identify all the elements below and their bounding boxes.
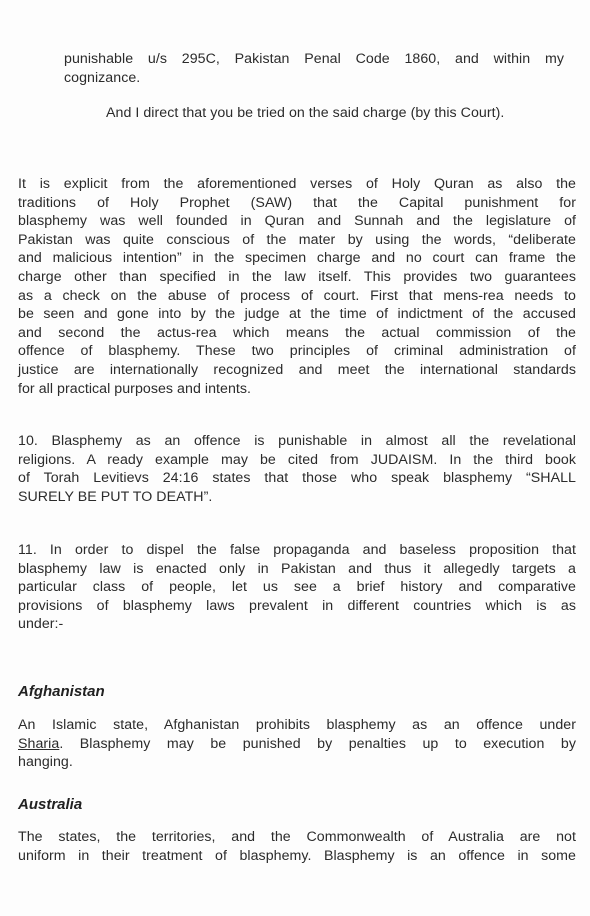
text-segment: . Blasphemy may be punished by penalties up to execution by <box>59 735 576 752</box>
text-line: Pakistan was quite conscious of the mater by using the words, “deliberate <box>18 231 576 248</box>
text-line: 10. Blasphemy as an offence is punishable in almost all the revelational <box>18 433 576 449</box>
paragraph-australia <box>18 828 576 865</box>
text-line: justice are internationally recognized and meet the international standards <box>18 361 576 378</box>
text-line: be seen and gone into by the judge at the time of indictment of the accused <box>18 306 576 323</box>
paragraph-explicit <box>18 175 576 398</box>
paragraph-11 <box>18 541 576 634</box>
text-line: charge other than specified in the law itself. This provides two guarantees <box>18 268 576 285</box>
text-line: religions. A ready example may be cited from JUDAISM. In the third book <box>18 451 576 468</box>
text-line: particular class of people, let us see a brief history and comparative <box>18 579 576 596</box>
text-line: 11. In order to dispel the false propaganda and baseless proposition that <box>18 542 576 558</box>
text-line: It is explicit from the aforementioned verses of Holy Quran as also the <box>18 176 576 192</box>
paragraph-afghanistan <box>18 716 576 772</box>
paragraph-10 <box>18 432 576 506</box>
charge-text <box>64 50 564 87</box>
section-heading-australia: Australia <box>18 796 83 813</box>
text-line: as a check on the abuse of process of court. First that mens-rea needs to <box>18 287 576 304</box>
text-line <box>18 735 576 754</box>
section-heading-afghanistan: Afghanistan <box>18 683 105 700</box>
text-line: An Islamic state, Afghanistan prohibits blasphemy as an offence under <box>18 717 576 733</box>
text-line: under:- <box>18 616 64 633</box>
text-line: SURELY BE PUT TO DEATH”. <box>18 488 213 505</box>
text-line: of Torah Levitievs 24:16 states that those who speak blasphemy “SHALL <box>18 470 576 487</box>
text-line: and second the actus-rea which means the actual commission of the <box>18 324 576 341</box>
text-line: traditions of Holy Prophet (SAW) that the Capital punishment for <box>18 194 576 211</box>
text-line: uniform in their treatment of blasphemy. Blasphemy is an offence in some <box>18 847 576 864</box>
text-line: and malicious intention” in the specimen charge and no court can frame the <box>18 250 576 267</box>
text-line: punishable u/s 295C, Pakistan Penal Code 1860, and within my <box>64 51 564 67</box>
text-line: cognizance. <box>64 69 141 86</box>
text-line: And I direct that you be tried on the said charge (by this Court). <box>106 105 505 121</box>
text-line: hanging. <box>18 754 73 771</box>
text-line: The states, the territories, and the Commonwealth of Australia are not <box>18 829 576 845</box>
text-line: provisions of blasphemy laws prevalent in different countries which is as <box>18 597 576 614</box>
text-line: blasphemy was well founded in Quran and Sunnah and the legislature of <box>18 213 576 230</box>
text-line: blasphemy law is enacted only in Pakistan and thus it allegedly targets a <box>18 560 576 577</box>
sharia-link[interactable]: Sharia <box>18 735 60 752</box>
charge-direction <box>106 104 504 123</box>
text-line: for all practical purposes and intents. <box>18 380 252 397</box>
text-line: offence of blasphemy. These two principles of criminal administration of <box>18 343 576 360</box>
